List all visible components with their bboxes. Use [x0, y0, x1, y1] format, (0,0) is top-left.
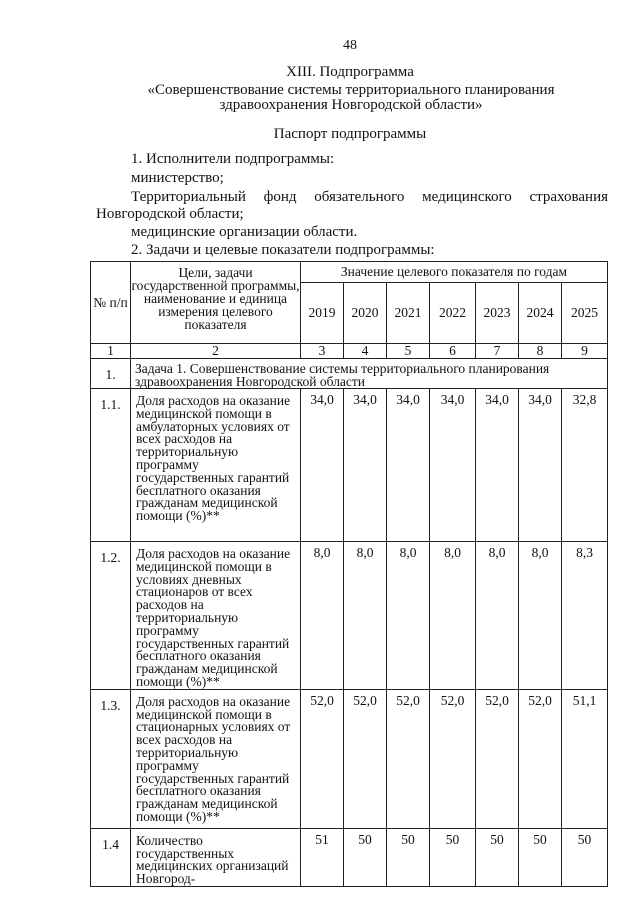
- task-row: [91, 359, 608, 389]
- subprogram-title: XIII. Подпрограмма: [286, 64, 414, 80]
- value-cell: 50: [562, 828, 608, 886]
- header-year: 2025: [562, 283, 608, 344]
- subprogram-name: «Совершенствование системы территориального планирования здравоохранения Новгородской области»: [147, 82, 555, 113]
- passport-title: Паспорт подпрограммы: [273, 126, 427, 142]
- value-cell: 34,0: [430, 389, 476, 542]
- header-year: 2022: [430, 283, 476, 344]
- header-goal: Цели, задачи государственной программы, наименование и единица измерения целевого показателя: [131, 262, 301, 344]
- value-cell: 52,0: [344, 689, 387, 828]
- value-cell: 34,0: [519, 389, 562, 542]
- targets-table: [90, 261, 608, 887]
- value-cell: 8,0: [301, 542, 344, 690]
- column-index: 4: [344, 344, 387, 359]
- indicator-name: Доля расходов на оказание медицинской помощи в стационарных условиях от всех расходов на территориальную программу государственных гарантий бесплатного оказания гражданам медицинской помощи (%)**: [131, 689, 301, 828]
- value-cell: 52,0: [476, 689, 519, 828]
- header-year: 2019: [301, 283, 344, 344]
- value-cell: 8,0: [476, 542, 519, 690]
- value-cell: 52,0: [387, 689, 430, 828]
- value-cell: 50: [476, 828, 519, 886]
- value-cell: 50: [387, 828, 430, 886]
- column-index: 2: [131, 344, 301, 359]
- table-row: [91, 542, 608, 690]
- indicator-name: Количество государственных медицинских организаций Новгород-: [131, 828, 301, 886]
- column-index: 8: [519, 344, 562, 359]
- header-values-span: Значение целевого показателя по годам: [301, 262, 608, 283]
- column-index: 5: [387, 344, 430, 359]
- value-cell: 52,0: [430, 689, 476, 828]
- task-number: 1.: [91, 359, 131, 389]
- indicator-name: Доля расходов на оказание медицинской помощи в амбулаторных условиях от всех расходов на территориальную программу государственных гарантий бесплатного оказания гражданам медицинской помощи (%)**: [131, 389, 301, 542]
- header-year: 2023: [476, 283, 519, 344]
- executor-insurance-fund: Территориальный фонд обязательного медицинского страхования Новгородской области;: [96, 189, 608, 222]
- header-year: 2024: [519, 283, 562, 344]
- page-number: 48: [343, 38, 357, 53]
- value-cell: 8,3: [562, 542, 608, 690]
- column-index: 1: [91, 344, 131, 359]
- executor-medical-orgs: медицинские организации области.: [131, 224, 358, 240]
- value-cell: 34,0: [476, 389, 519, 542]
- section2-heading: 2. Задачи и целевые показатели подпрограммы:: [131, 242, 435, 258]
- column-index: 3: [301, 344, 344, 359]
- row-number: 1.4: [91, 828, 131, 886]
- section1-heading: 1. Исполнители подпрограммы:: [131, 151, 335, 167]
- header-year: 2020: [344, 283, 387, 344]
- executor-ministry: министерство;: [131, 170, 224, 186]
- value-cell: 51,1: [562, 689, 608, 828]
- header-year: 2021: [387, 283, 430, 344]
- value-cell: 34,0: [301, 389, 344, 542]
- value-cell: 32,8: [562, 389, 608, 542]
- table-row: [91, 389, 608, 542]
- value-cell: 50: [519, 828, 562, 886]
- value-cell: 34,0: [387, 389, 430, 542]
- value-cell: 50: [344, 828, 387, 886]
- column-index-row: [91, 344, 608, 359]
- task-text: Задача 1. Совершенствование системы территориального планирования здравоохранения Новгородской области: [131, 359, 608, 389]
- column-index: 7: [476, 344, 519, 359]
- value-cell: 8,0: [519, 542, 562, 690]
- indicator-name: Доля расходов на оказание медицинской помощи в условиях дневных стационаров от всех расходов на территориальную программу государственных гарантий бесплатного оказания гражданам медицинской помощи (%)**: [131, 542, 301, 690]
- value-cell: 8,0: [430, 542, 476, 690]
- value-cell: 50: [430, 828, 476, 886]
- value-cell: 34,0: [344, 389, 387, 542]
- column-index: 6: [430, 344, 476, 359]
- value-cell: 52,0: [519, 689, 562, 828]
- value-cell: 51: [301, 828, 344, 886]
- value-cell: 52,0: [301, 689, 344, 828]
- row-number: 1.2.: [91, 542, 131, 690]
- value-cell: 8,0: [387, 542, 430, 690]
- table-row: [91, 828, 608, 886]
- header-num: № п/п: [91, 262, 131, 344]
- column-index: 9: [562, 344, 608, 359]
- table-row: [91, 689, 608, 828]
- row-number: 1.1.: [91, 389, 131, 542]
- row-number: 1.3.: [91, 689, 131, 828]
- value-cell: 8,0: [344, 542, 387, 690]
